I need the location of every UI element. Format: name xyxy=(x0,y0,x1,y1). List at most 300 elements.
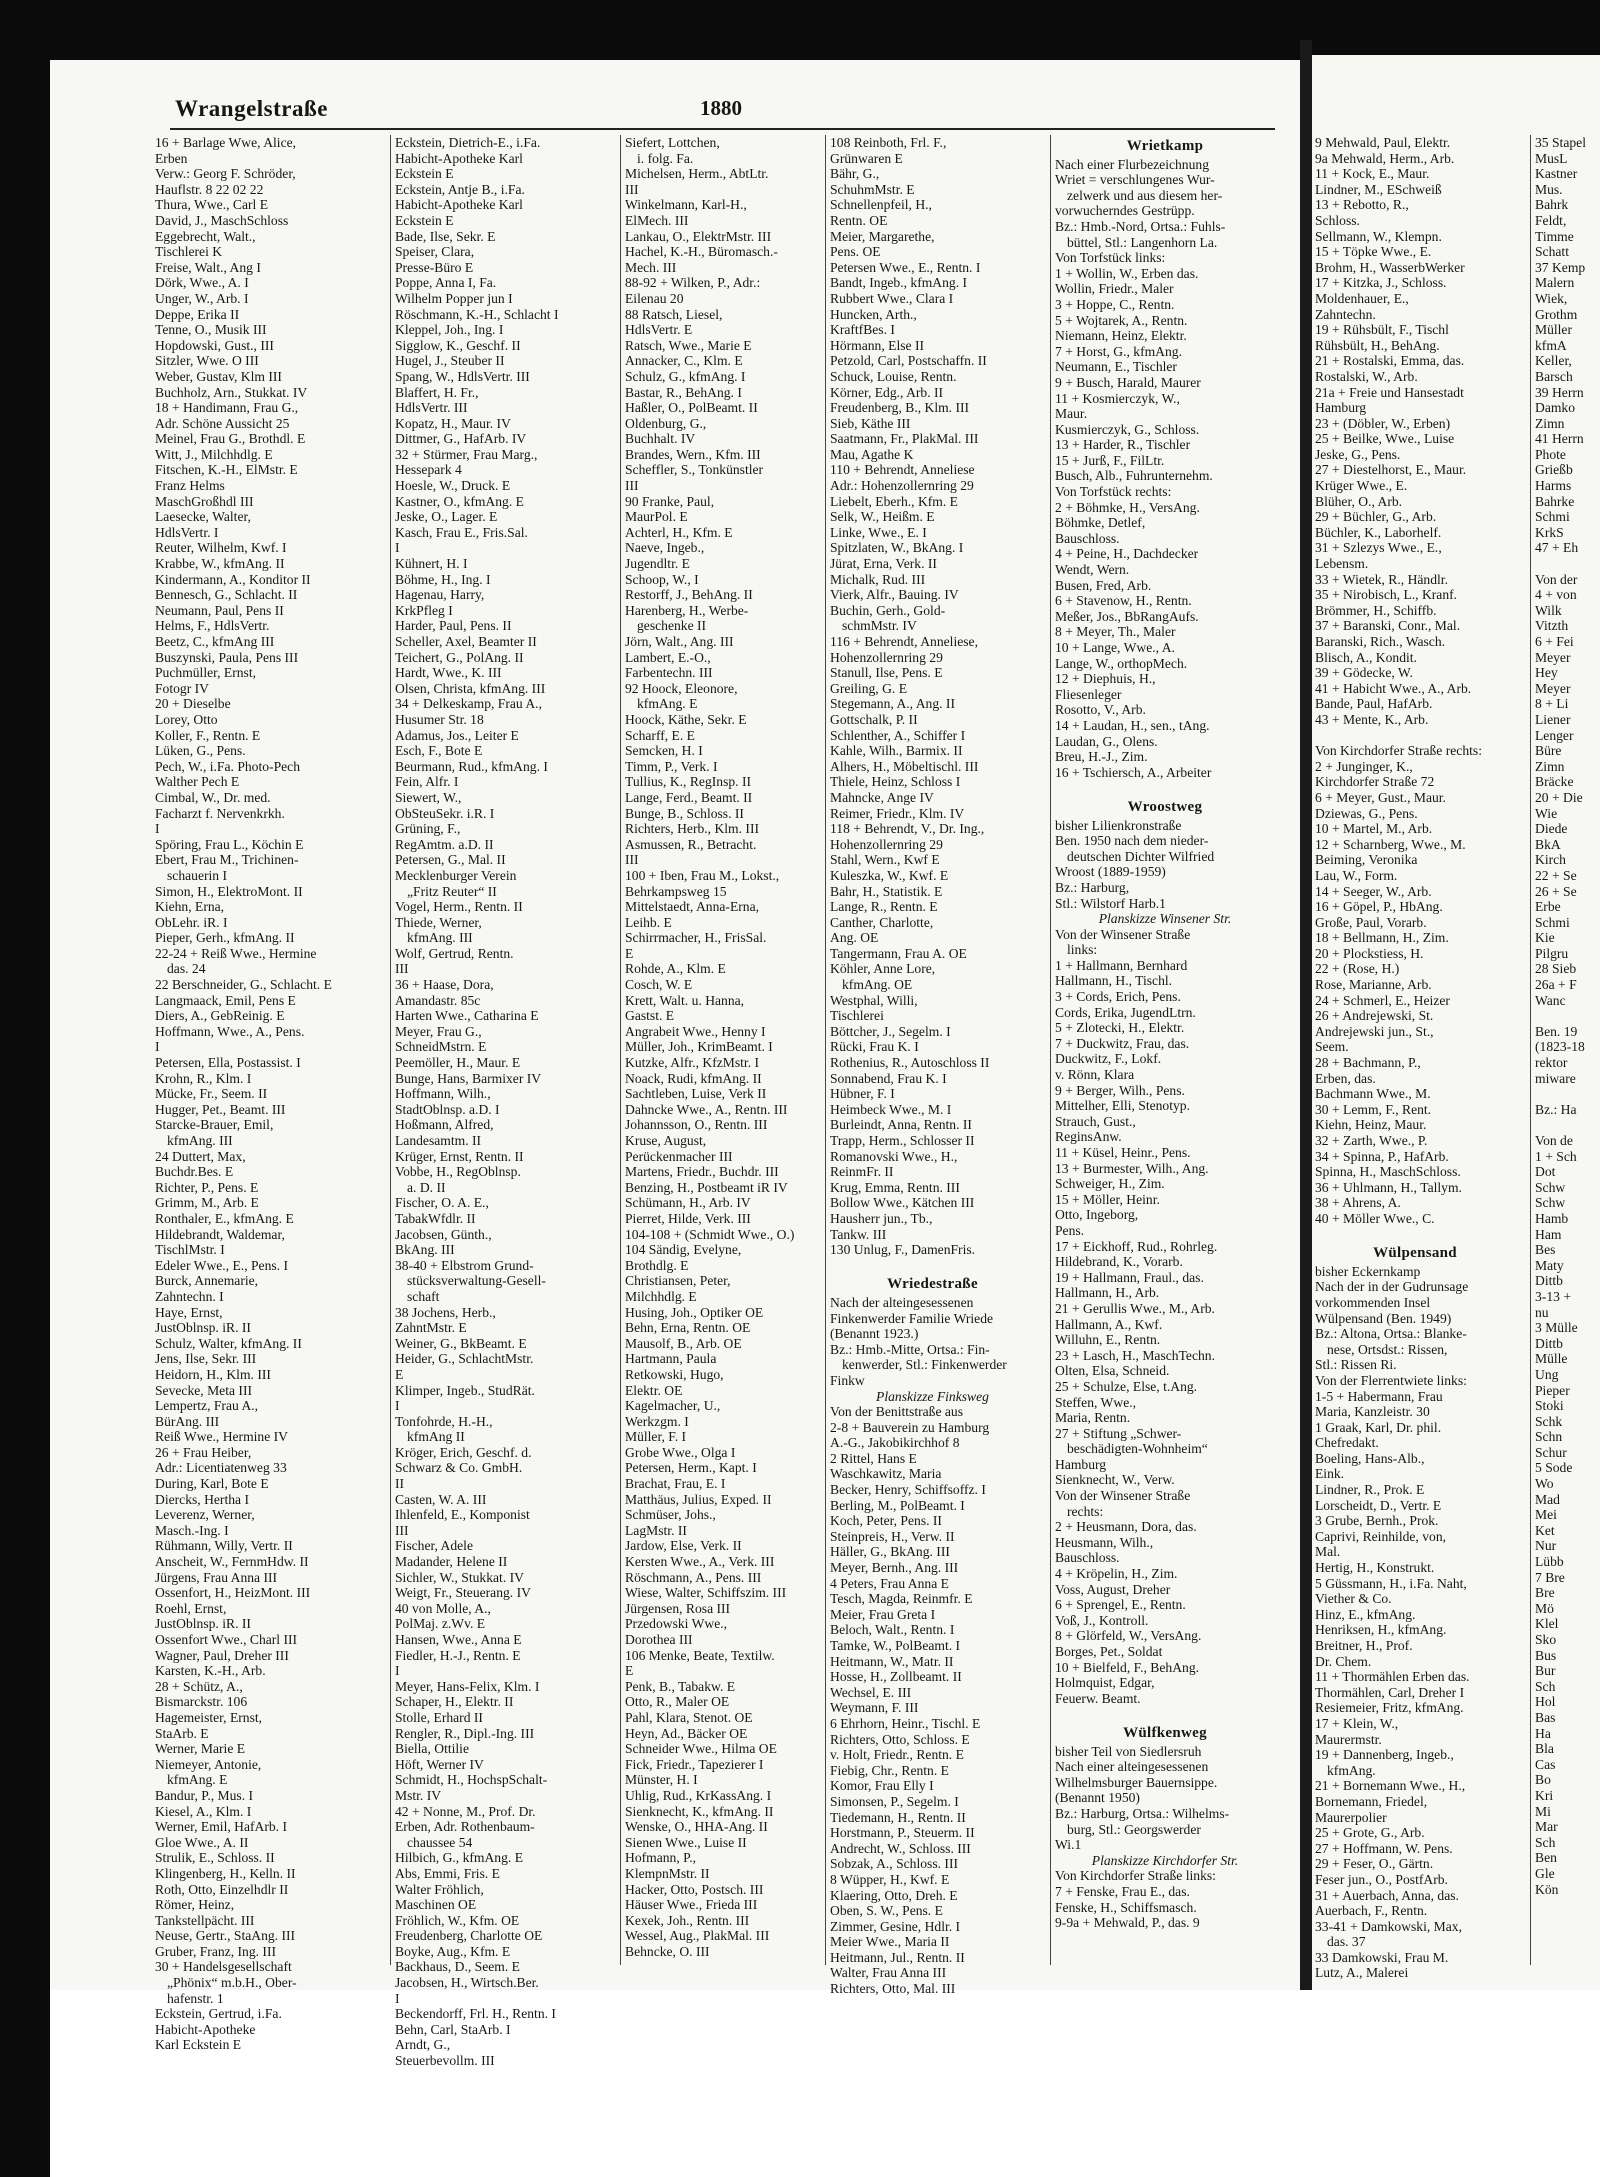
directory-line: Lenger xyxy=(1535,727,1574,743)
directory-line: 106 Menke, Beate, Textilw. xyxy=(625,1647,775,1663)
directory-line: Häller, G., BkAng. III xyxy=(830,1544,950,1560)
directory-line: Sitzler, Wwe. O III xyxy=(155,353,259,369)
directory-line: Casten, W. A. III xyxy=(395,1491,487,1507)
directory-line: Eckstein, Antje B., i.Fa. xyxy=(395,181,525,197)
directory-line: Stahl, Wern., Kwf E xyxy=(830,852,940,868)
directory-line: Sienknecht, K., kfmAng. II xyxy=(625,1803,774,1819)
directory-line: Oldenburg, G., xyxy=(625,415,707,431)
directory-line: Reimer, Friedr., Klm. IV xyxy=(830,805,965,821)
directory-line: 11 + Kock, E., Maur. xyxy=(1315,166,1430,182)
directory-line: Dittb xyxy=(1535,1273,1563,1289)
directory-line: 29 + Feser, O., Gärtn. xyxy=(1315,1856,1434,1872)
directory-line: Kröger, Erich, Geschf. d. xyxy=(395,1444,532,1460)
directory-line: 37 + Baranski, Conr., Mal. xyxy=(1315,618,1461,634)
directory-line: Facharzt f. Nervenkrkh. xyxy=(155,805,285,821)
directory-line: Madander, Helene II xyxy=(395,1554,508,1570)
directory-line: Schmidt, H., HochspSchalt- xyxy=(395,1772,548,1788)
directory-line: Mausolf, B., Arb. OE xyxy=(625,1335,742,1351)
directory-line: Tenne, O., Musik III xyxy=(155,322,267,338)
directory-line: Wilhelmsburger Bauernsippe. xyxy=(1055,1774,1218,1790)
directory-line: Puchmüller, Ernst, xyxy=(155,665,257,681)
directory-line: Walter Fröhlich, xyxy=(395,1881,484,1897)
header-rule xyxy=(170,128,1275,130)
directory-line: Schloss. xyxy=(1315,212,1360,228)
directory-line: Hansen, Wwe., Anna E xyxy=(395,1632,522,1647)
directory-line: Bz.: Harburg, xyxy=(1055,879,1130,895)
directory-line: 4 + Kröpelin, H., Zim. xyxy=(1055,1566,1178,1582)
directory-line: Brohm, H., WasserbWerker xyxy=(1315,259,1465,275)
directory-line: Bauschloss. xyxy=(1055,1550,1120,1566)
directory-line: Bollow Wwe., Kätchen III xyxy=(830,1195,975,1211)
scan-border-left xyxy=(0,0,50,2177)
directory-line: Busch, Alb., Fuhrunternehm. xyxy=(1055,468,1213,484)
directory-line: Poppe, Anna I, Fa. xyxy=(395,275,497,291)
directory-line: Schatt xyxy=(1535,244,1569,260)
directory-line: Haßler, O., PolBeamt. II xyxy=(625,400,758,416)
directory-line: a. D. II xyxy=(407,1179,446,1195)
directory-line: Lange, Ferd., Beamt. II xyxy=(625,789,753,805)
directory-line: Weiner, G., BkBeamt. E xyxy=(395,1335,527,1351)
directory-line: Finkw xyxy=(830,1372,865,1388)
directory-line: Michalk, Rud. III xyxy=(830,571,926,587)
directory-line: Meyer xyxy=(1535,680,1571,696)
directory-line: Restorff, J., BehAng. II xyxy=(625,587,753,603)
directory-line: Brothdlg. E xyxy=(625,1257,689,1273)
directory-line: 3 Mülle xyxy=(1535,1320,1578,1336)
directory-line: 28 Sieb xyxy=(1535,961,1577,977)
directory-line: Vobbe, H., RegOblnsp. xyxy=(395,1164,521,1180)
directory-line: Thiele, Heinz, Schloss I xyxy=(830,774,961,790)
directory-column-4 xyxy=(825,135,1035,1997)
directory-line: beschädigten-Wohnheim“ xyxy=(1067,1441,1208,1457)
directory-line: Diers, A., GebReinig. E xyxy=(155,1008,285,1024)
directory-line: Tangermann, Frau A. OE xyxy=(830,945,967,961)
directory-line: 26 + Se xyxy=(1535,883,1577,899)
directory-line: Wenske, O., HHA-Ang. II xyxy=(625,1819,768,1835)
directory-line: Kexek, Joh., Rentn. III xyxy=(625,1912,750,1928)
directory-line: 12 + Scharnberg, Wwe., M. xyxy=(1315,836,1466,852)
directory-line: 6 + Fei xyxy=(1535,634,1574,649)
directory-line: Kirchdorfer Straße 72 xyxy=(1315,774,1435,790)
directory-line: Mar xyxy=(1535,1819,1558,1835)
directory-line: Fotogr IV xyxy=(155,680,209,696)
directory-line: Mahncke, Ange IV xyxy=(830,789,934,805)
directory-line: Grießb xyxy=(1535,462,1573,478)
directory-line: Oben, S. W., Pens. E xyxy=(830,1903,943,1919)
directory-line: ReinmFr. II xyxy=(830,1164,894,1180)
directory-line: Hardt, Wwe., K. III xyxy=(395,665,502,681)
directory-line: Von Kirchdorfer Straße links: xyxy=(1055,1868,1216,1884)
directory-line: 6 + Meyer, Gust., Maur. xyxy=(1315,789,1446,805)
directory-line: 25 + Grote, G., Arb. xyxy=(1315,1825,1425,1841)
directory-line: Meinel, Frau G., Brothdl. E xyxy=(155,431,306,447)
directory-line xyxy=(1535,556,1605,572)
directory-line: Bachmann Wwe., M. xyxy=(1315,1086,1431,1102)
directory-line: Scheffler, S., Tonkünstler xyxy=(625,462,764,478)
directory-line: Klaering, Otto, Dreh. E xyxy=(830,1887,958,1903)
directory-line: Hausherr jun., Tb., xyxy=(830,1210,933,1226)
directory-line: Bahrk xyxy=(1535,197,1569,213)
directory-line: Ben xyxy=(1535,1850,1557,1866)
directory-line: Ihlenfeld, E., Komponist xyxy=(395,1507,530,1523)
directory-line: Holmquist, Edgar, xyxy=(1055,1675,1155,1691)
directory-line: III xyxy=(625,478,639,494)
directory-line: Steuerbevollm. III xyxy=(395,2053,495,2069)
directory-line: kfmA xyxy=(1535,337,1567,353)
directory-column-6 xyxy=(1315,135,1515,1981)
directory-line: Eckstein, Gertrud, i.Fa. xyxy=(155,2006,282,2022)
directory-line: Eckstein E xyxy=(395,212,454,228)
directory-line: kfmAng. III xyxy=(407,930,473,946)
directory-line: Wiese, Walter, Schiffszim. III xyxy=(625,1585,787,1601)
street-heading: Wülfkenweg xyxy=(1123,1724,1207,1741)
directory-line: Schw xyxy=(1535,1179,1566,1195)
directory-line: Phote xyxy=(1535,446,1566,462)
directory-line: Pens. xyxy=(1055,1222,1085,1238)
directory-line: Meyer, Frau G., xyxy=(395,1023,482,1039)
directory-line: Jeske, G., Pens. xyxy=(1315,446,1401,462)
directory-line: Noack, Rudi, kfmAng. II xyxy=(625,1070,762,1086)
directory-line: Tiedemann, H., Rentn. II xyxy=(830,1809,966,1825)
directory-line: Johannsson, O., Rentn. III xyxy=(625,1117,768,1133)
directory-line: Mal. xyxy=(1315,1544,1341,1560)
directory-line: Rühsbült, H., BehAng. xyxy=(1315,337,1440,353)
directory-column-7-cut xyxy=(1530,135,1605,1965)
directory-line: (Benannt 1923.) xyxy=(830,1326,919,1342)
directory-line: Kruse, August, xyxy=(625,1133,707,1148)
directory-line: Adamus, Jos., Leiter E xyxy=(395,727,519,743)
directory-line: Kie xyxy=(1535,930,1555,946)
directory-line: Andrejewski jun., St., xyxy=(1315,1023,1434,1039)
directory-line: Otto, Ingeborg, xyxy=(1055,1207,1139,1223)
directory-line: deutschen Dichter Wilfried xyxy=(1067,848,1215,864)
directory-line: Richters, Otto, Mal. III xyxy=(830,1981,956,1997)
directory-line: 9 Mehwald, Paul, Elektr. xyxy=(1315,135,1451,150)
directory-line: Wie xyxy=(1535,805,1558,821)
directory-line: Speiser, Clara, xyxy=(395,244,475,260)
directory-line: Blaffert, H. Fr., xyxy=(395,384,479,400)
directory-line: Edeler Wwe., E., Pens. I xyxy=(155,1257,289,1273)
directory-line: 38 Jochens, Herb., xyxy=(395,1304,496,1320)
directory-line: Siefert, Lottchen, xyxy=(625,135,720,150)
directory-line: Feser jun., O., PostfArb. xyxy=(1315,1871,1448,1887)
directory-line: JustOblnsp. iR. II xyxy=(155,1320,251,1336)
directory-line: Kri xyxy=(1535,1787,1554,1803)
directory-line: Bz.: Hmb.-Nord, Ortsa.: Fuhls- xyxy=(1055,218,1226,234)
directory-line: Jacobsen, H., Wirtsch.Ber. xyxy=(395,1975,539,1991)
directory-line: Ossenfort, H., HeizMont. III xyxy=(155,1585,311,1601)
directory-line: Maria, Rentn. xyxy=(1055,1410,1131,1426)
directory-line: Gle xyxy=(1535,1865,1555,1881)
directory-line: 8 Wüpper, H., Kwf. E xyxy=(830,1871,950,1887)
directory-line: I xyxy=(395,540,400,556)
directory-line: Cimbal, W., Dr. med. xyxy=(155,789,271,805)
directory-line: Milchhdlg. E xyxy=(625,1288,697,1304)
directory-line: Häuser Wwe., Frieda III xyxy=(625,1897,758,1913)
directory-line: Hofmann, P., xyxy=(625,1850,696,1866)
directory-line: Beckendorff, Frl. H., Rentn. I xyxy=(395,2006,556,2022)
directory-line: 38-40 + Elbstrom Grund- xyxy=(395,1257,534,1273)
directory-line: 118 + Behrendt, V., Dr. Ing., xyxy=(830,821,985,837)
directory-line: Hugger, Pet., Beamt. III xyxy=(155,1101,286,1117)
directory-line: Große, Paul, Vorarb. xyxy=(1315,914,1427,930)
directory-line: Beiming, Veronika xyxy=(1315,852,1418,868)
directory-line: Maschinen OE xyxy=(395,1897,477,1913)
directory-line: 14 + Seeger, W., Arb. xyxy=(1315,883,1432,899)
directory-line: JustOblnsp. iR. II xyxy=(155,1616,251,1632)
directory-line: 38 + Ahrens, A. xyxy=(1315,1195,1401,1211)
directory-line: 12 + Diephuis, H., xyxy=(1055,671,1156,687)
directory-line: Strulik, E., Schloss. II xyxy=(155,1850,275,1866)
directory-line: Chefredakt. xyxy=(1315,1435,1379,1451)
directory-line: Dahncke Wwe., A., Rentn. III xyxy=(625,1101,788,1117)
directory-line: kfmAng. E xyxy=(167,1772,228,1788)
directory-line: Rücki, Frau K. I xyxy=(830,1039,919,1055)
directory-line: Landesamtm. II xyxy=(395,1133,482,1148)
directory-line: 23 + Lasch, H., MaschTechn. xyxy=(1055,1347,1215,1363)
directory-line: Ratsch, Wwe., Marie E xyxy=(625,337,752,353)
directory-line: A.-G., Jakobikirchhof 8 xyxy=(830,1435,960,1451)
directory-line: 36 + Uhlmann, H., Tallym. xyxy=(1315,1179,1462,1195)
directory-line: Sevecke, Meta III xyxy=(155,1382,252,1398)
directory-line xyxy=(1315,1227,1515,1243)
directory-line: 21 + Bornemann Wwe., H., xyxy=(1315,1778,1466,1794)
directory-line: Planskizze Winsener Str. xyxy=(1098,911,1232,927)
directory-line: Schweiger, H., Zim. xyxy=(1055,1176,1165,1192)
directory-line: Höft, Werner IV xyxy=(395,1756,484,1772)
directory-line: 25 + Schulze, Else, t.Ang. xyxy=(1055,1378,1198,1394)
directory-line: BkA xyxy=(1535,836,1561,852)
directory-line: Linke, Wwe., E. I xyxy=(830,524,927,540)
directory-line: Bande, Paul, HafArb. xyxy=(1315,696,1433,712)
directory-line: Buchholz, Arn., Stukkat. IV xyxy=(155,384,308,400)
directory-line: Hinz, E., kfmAng. xyxy=(1315,1606,1416,1622)
directory-line: MaschGroßhdl III xyxy=(155,493,254,509)
directory-line: Müller xyxy=(1535,322,1572,338)
directory-line: Malern xyxy=(1535,275,1575,291)
directory-line: Semcken, H. I xyxy=(625,743,703,759)
directory-line: Jacobsen, Günth., xyxy=(395,1226,492,1242)
directory-line: Mücke, Fr., Seem. II xyxy=(155,1086,268,1102)
directory-line: Mus. xyxy=(1535,181,1563,197)
directory-line: 40 + Möller Wwe., C. xyxy=(1315,1210,1435,1226)
directory-line: Angrabeit Wwe., Henny I xyxy=(625,1023,766,1039)
directory-line: 30 + Handelsgesellschaft xyxy=(155,1959,292,1975)
directory-line: Schneider Wwe., Hilma OE xyxy=(625,1741,777,1757)
directory-line: Adr.: Hohenzollernring 29 xyxy=(830,478,974,494)
directory-line: Siewert, W., xyxy=(395,789,462,805)
directory-line: Wagner, Paul, Dreher III xyxy=(155,1647,289,1663)
directory-line: „Fritz Reuter“ II xyxy=(407,883,497,899)
directory-line: Hübner, F. I xyxy=(830,1086,895,1102)
directory-line: Harenberg, H., Werbe- xyxy=(625,602,749,618)
directory-line: Kersten Wwe., A., Verk. III xyxy=(625,1554,775,1570)
directory-line: bisher Teil von Siedlersruh xyxy=(1055,1743,1202,1759)
directory-line: HdlsVertr. E xyxy=(625,322,693,338)
directory-line: Bunge, Hans, Barmixer IV xyxy=(395,1070,542,1086)
directory-line: kfmAng. OE xyxy=(842,977,913,993)
directory-line: Wo xyxy=(1535,1476,1554,1492)
directory-line: 41 + Habicht Wwe., A., Arb. xyxy=(1315,680,1472,696)
directory-line: Saatmann, Fr., PlakMal. III xyxy=(830,431,979,447)
directory-line: Matthäus, Julius, Exped. II xyxy=(625,1491,772,1507)
directory-line: Hallmann, H., Tischl. xyxy=(1055,973,1173,989)
directory-line: Achterl, H., Kfm. E xyxy=(625,524,733,540)
directory-line: Laesecke, Walter, xyxy=(155,509,251,525)
directory-line: Wülpensand (Ben. 1949) xyxy=(1315,1310,1452,1326)
running-head-street: Wrangelstraße xyxy=(175,96,329,121)
directory-line: Behn, Erna, Rentn. OE xyxy=(625,1320,751,1336)
directory-line: Sch xyxy=(1535,1678,1556,1694)
directory-line: Hoffmann, Wwe., A., Pens. xyxy=(155,1023,305,1039)
directory-line: Ben. 1950 nach dem nieder- xyxy=(1055,833,1209,849)
directory-line: Meyer xyxy=(1535,649,1571,665)
directory-line: Bz.: Altona, Ortsa.: Blanke- xyxy=(1315,1326,1467,1342)
directory-line: Körner, Edg., Arb. II xyxy=(830,384,944,400)
directory-line: Timm, P., Verk. I xyxy=(625,758,718,774)
street-heading: Wülpensand xyxy=(1373,1245,1457,1262)
directory-line: 88-92 + Wilken, P., Adr.: xyxy=(625,275,761,291)
directory-line: Nach der alteingesessenen xyxy=(830,1294,974,1310)
directory-line: nese, Ortsdst.: Rissen, xyxy=(1327,1341,1448,1357)
directory-line: Steinpreis, H., Verw. II xyxy=(830,1528,955,1544)
directory-line: 2 + Junginger, K., xyxy=(1315,758,1413,774)
directory-line: I xyxy=(155,821,160,837)
directory-line: 88 Ratsch, Liesel, xyxy=(625,306,723,322)
directory-line: Erbe xyxy=(1535,899,1561,915)
directory-line: 9 + Berger, Wilh., Pens. xyxy=(1055,1082,1185,1098)
directory-line xyxy=(1055,1706,1275,1722)
directory-line: Biella, Ottilie xyxy=(395,1741,469,1757)
directory-line: Hildebrandt, Waldemar, xyxy=(155,1226,285,1242)
directory-line: Hallmann, A., Kwf. xyxy=(1055,1316,1163,1332)
directory-line: Hugel, J., Steuber II xyxy=(395,353,505,369)
directory-line: Feuerw. Beamt. xyxy=(1055,1690,1141,1706)
directory-line: Hosse, H., Zollbeamt. II xyxy=(830,1669,962,1685)
directory-line: Koller, F., Rentn. E xyxy=(155,727,261,743)
directory-line: Von Torfstück rechts: xyxy=(1055,484,1172,500)
directory-line: 22 + (Rose, H.) xyxy=(1315,961,1400,977)
directory-line: Neumann, E., Tischler xyxy=(1055,359,1177,375)
directory-line xyxy=(1315,728,1515,744)
directory-line: Böttcher, J., Segelm. I xyxy=(830,1023,951,1039)
directory-line: Bauschloss. xyxy=(1055,530,1120,546)
directory-line: Rothenius, R., Autoschloss II xyxy=(830,1055,990,1071)
directory-line: Roth, Otto, Einzelhdlr II xyxy=(155,1881,289,1897)
directory-line: 22 + Se xyxy=(1535,867,1577,883)
street-heading: Wriedestraße xyxy=(887,1276,978,1293)
directory-line: das. 24 xyxy=(167,961,206,977)
directory-line: Kutzke, Alfr., KfzMstr. I xyxy=(625,1055,760,1071)
directory-line: Hessepark 4 xyxy=(395,462,462,478)
directory-line: Olten, Elsa, Schneid. xyxy=(1055,1363,1170,1379)
directory-line: Wollin, Friedr., Maler xyxy=(1055,281,1174,297)
directory-line: Tischlerei xyxy=(830,1008,884,1024)
directory-line: Fliesenleger xyxy=(1055,686,1122,702)
directory-line: 92 Hoock, Eleonore, xyxy=(625,680,738,696)
directory-line: Hertig, H., Konstrukt. xyxy=(1315,1560,1435,1576)
directory-line: 24 + Schmerl, E., Heizer xyxy=(1315,992,1450,1008)
directory-line: Bandur, P., Mus. I xyxy=(155,1787,254,1803)
directory-column-1 xyxy=(155,135,360,2053)
directory-line: ElMech. III xyxy=(625,212,689,228)
directory-line: Röschmann, K.-H., Schlacht I xyxy=(395,306,559,322)
directory-line: Zahntechn. I xyxy=(155,1288,224,1304)
directory-line: 5 + Wojtarek, A., Rentn. xyxy=(1055,312,1188,328)
directory-line: Fein, Alfr. I xyxy=(395,774,459,790)
directory-line: 17 + Eickhoff, Rud., Rohrleg. xyxy=(1055,1238,1218,1254)
directory-line: 1 Graak, Karl, Dr. phil. xyxy=(1315,1419,1442,1435)
directory-line: Heitmann, Jul., Rentn. II xyxy=(830,1949,965,1965)
directory-line: 21 + Rostalski, Emma, das. xyxy=(1315,353,1465,369)
directory-line: Przedowski Wwe., xyxy=(625,1616,728,1632)
directory-line: Grimm, M., Arb. E xyxy=(155,1195,259,1211)
directory-line: Neumann, Paul, Pens II xyxy=(155,602,284,618)
directory-line: Asmussen, R., Betracht. xyxy=(625,836,757,852)
directory-line: LagMstr. II xyxy=(625,1522,687,1538)
directory-line: Behncke, O. III xyxy=(625,1943,710,1959)
directory-line: Pierret, Hilde, Verk. III xyxy=(625,1210,751,1226)
directory-line: Barsch xyxy=(1535,368,1573,384)
directory-line: 31 + Auerbach, Anna, das. xyxy=(1315,1887,1459,1903)
directory-line: Hildebrand, K., Vorarb. xyxy=(1055,1254,1183,1270)
directory-line: kfmAng. III xyxy=(167,1133,233,1148)
directory-line: Rengler, R., Dipl.-Ing. III xyxy=(395,1725,535,1741)
directory-line: Wiek, xyxy=(1535,290,1568,306)
directory-line: Krabbe, W., kfmAng. II xyxy=(155,556,285,572)
directory-line: Westphal, Willi, xyxy=(830,992,918,1008)
directory-line: Reiß Wwe., Hermine IV xyxy=(155,1429,289,1445)
directory-line: David, J., MaschSchloss xyxy=(155,212,289,228)
directory-line: miware xyxy=(1535,1070,1576,1086)
directory-line: 41 Herrn xyxy=(1535,431,1584,447)
directory-line: Fick, Friedr., Tapezierer I xyxy=(625,1756,764,1772)
directory-line: Leihb. E xyxy=(625,914,672,930)
directory-line: Harten Wwe., Catharina E xyxy=(395,1008,539,1024)
directory-line: zelwerk und aus diesem her- xyxy=(1067,187,1223,203)
directory-line: Christiansen, Peter, xyxy=(625,1273,731,1289)
directory-line: 10 + Martel, M., Arb. xyxy=(1315,821,1433,837)
directory-line: 3 + Hoppe, C., Rentn. xyxy=(1055,296,1175,312)
directory-line: Finkenwerder Familie Wriede xyxy=(830,1310,994,1326)
directory-line: 3 Grube, Bernh., Prok. xyxy=(1315,1513,1439,1529)
directory-line: Von der Winsener Straße xyxy=(1055,1488,1191,1504)
directory-line: Moldenhauer, E., xyxy=(1315,290,1409,306)
directory-line: Fischer, Adele xyxy=(395,1538,473,1554)
directory-line: 7 + Fenske, Frau E., das. xyxy=(1055,1883,1190,1899)
directory-line: 28 + Schütz, A., xyxy=(155,1678,243,1694)
directory-line: i. folg. Fa. xyxy=(637,150,694,166)
directory-line: Liener xyxy=(1535,711,1571,727)
directory-line: Tischlerei K xyxy=(155,244,223,260)
directory-line: 16 + Tschiersch, A., Arbeiter xyxy=(1055,764,1212,780)
directory-line: Andrecht, W., Schloss. III xyxy=(830,1840,971,1856)
directory-line: vorwucherndes Gestrüpp. xyxy=(1055,203,1195,219)
directory-line: Wi.1 xyxy=(1055,1837,1082,1853)
directory-line: 22 Berschneider, G., Schlacht. E xyxy=(155,977,332,993)
directory-line: Viether & Co. xyxy=(1315,1591,1392,1607)
directory-line: Presse-Büro E xyxy=(395,259,474,275)
directory-line: Gloe Wwe., A. II xyxy=(155,1834,249,1850)
directory-line: Bz.: Ha xyxy=(1535,1101,1577,1117)
directory-line: Kiesel, A., Klm. I xyxy=(155,1803,252,1819)
directory-line: Amandastr. 85c xyxy=(395,992,481,1008)
directory-line: Zimn xyxy=(1535,758,1565,774)
directory-line: Werner, Marie E xyxy=(155,1741,246,1757)
directory-line: II xyxy=(395,1476,405,1492)
directory-line: Habicht-Apotheke Karl xyxy=(395,150,523,166)
directory-line: Mstr. IV xyxy=(395,1787,442,1803)
